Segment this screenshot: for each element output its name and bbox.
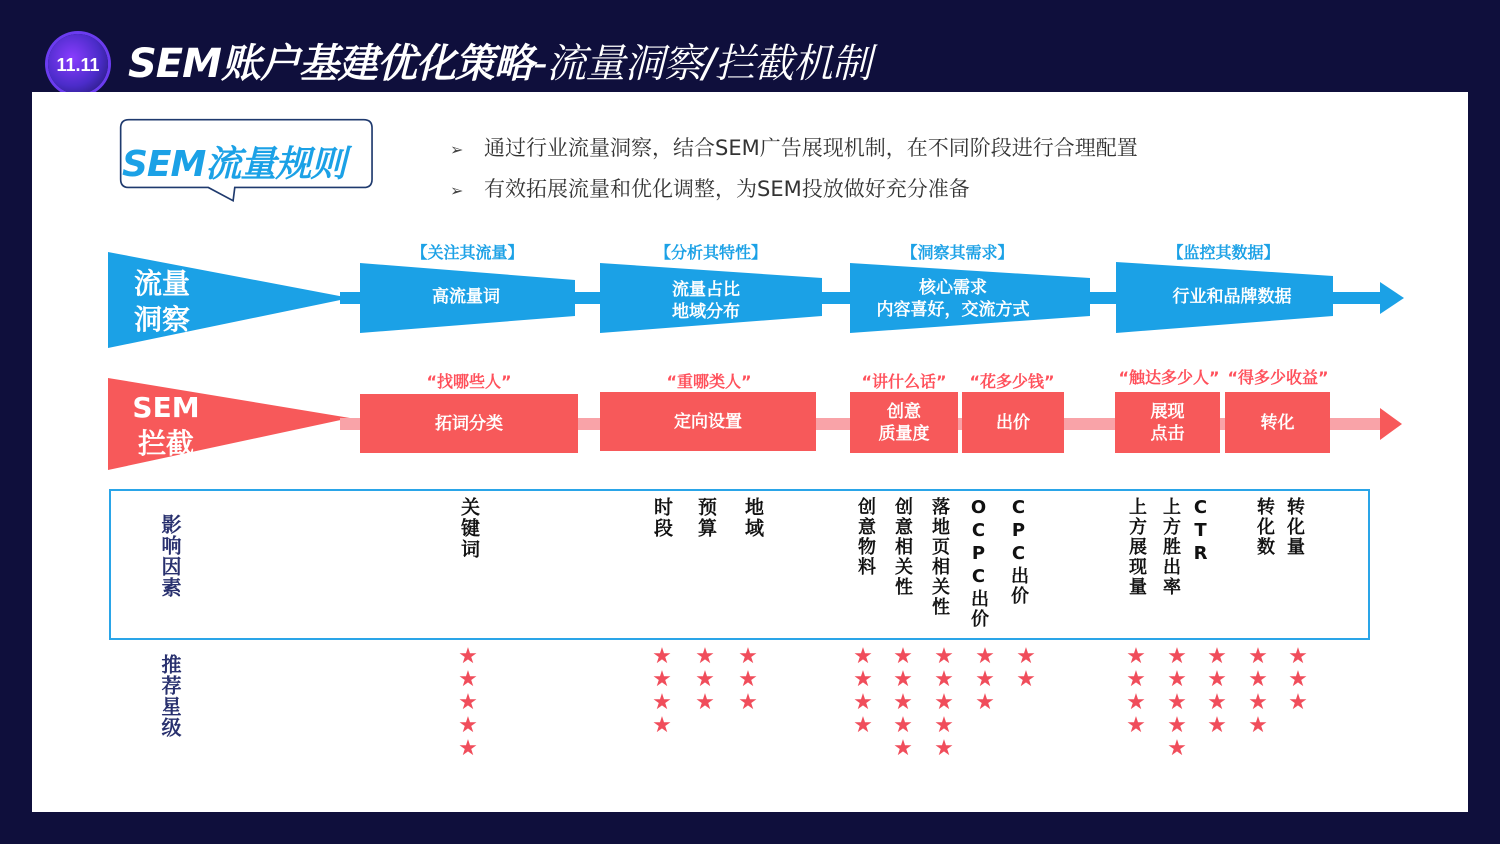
star-rating-8: ★ ★ ★ [975,644,995,715]
sem-question-2: “重哪类人” [666,372,752,391]
stage-header-4: 【监控其数据】 [1167,243,1280,262]
flow-arrow-head [1380,282,1404,314]
factor-time: 时段 [651,497,673,539]
star-rating-3: ★ ★ ★ [695,644,715,715]
sem-box-text-2: 定向设置 [674,411,742,432]
star-rating-12: ★ ★ ★ ★ [1207,644,1227,738]
stage-text-4: 行业和品牌数据 [1172,287,1292,307]
factor-cpc-bid: CPC出价 [1008,497,1029,606]
stage-text-1: 高流量词 [432,287,500,307]
star-rating-7: ★ ★ ★ ★ ★ [934,644,954,761]
factor-top-win-rate: 上方胜出率 [1160,497,1181,597]
factor-conversions: 转化数 [1254,497,1275,557]
factor-keyword: 关键词 [458,497,480,560]
star-rating-11: ★ ★ ★ ★ ★ [1167,644,1187,761]
factor-top-impressions: 上方展现量 [1126,497,1147,597]
sem-question-3: “讲什么话” [861,372,947,391]
star-rating-2: ★ ★ ★ ★ [652,644,672,738]
star-rating-13: ★ ★ ★ ★ [1248,644,1268,738]
bullet-item-2: ➢ 有效拓展流量和优化调整，为SEM投放做好充分准备 [450,177,970,201]
star-rating-14: ★ ★ ★ [1288,644,1308,715]
factor-budget: 预算 [695,497,717,539]
sem-question-4: “花多少钱” [969,372,1055,391]
title-sub: -流量洞察/拦截机制 [532,41,871,87]
star-rating-10: ★ ★ ★ ★ [1126,644,1146,738]
sem-box-text-6: 转化 [1260,412,1295,433]
sem-box-text-5: 展现 点击 [1150,401,1185,444]
bullet-item-1: ➢ 通过行业流量洞察，结合SEM广告展现机制，在不同阶段进行合理配置 [450,136,1138,160]
rating-label: 推荐星级 [158,654,182,738]
star-rating-6: ★ ★ ★ ★ ★ [893,644,913,761]
sem-box-text-3: 创意 质量度 [878,401,930,444]
factor-landing-relevance: 落地页相关性 [929,497,950,617]
factor-ctr: CTR [1190,497,1211,566]
sem-question-1: “找哪些人” [426,372,512,391]
factor-region: 地域 [742,497,764,539]
sem-question-6: “得多少收益” [1227,368,1329,387]
sem-box-text-1: 拓词分类 [435,413,503,434]
star-rating-9: ★ ★ [1016,644,1036,692]
stage-text-2: 流量占比 地域分布 [672,280,740,322]
sem-question-5: “触达多少人” [1118,368,1220,387]
factor-conversion-volume: 转化量 [1284,497,1305,557]
stage-header-1: 【关注其流量】 [411,243,524,262]
title-main: SEM账户基建优化策略 [128,41,533,87]
sem-box-text-4: 出价 [996,412,1030,433]
star-rating-5: ★ ★ ★ ★ [853,644,873,738]
logo-text: 11.11 [56,55,100,75]
star-rating-1: ★ ★ ★ ★ ★ [458,644,478,761]
sem-arrow-head [1380,408,1402,440]
bubble-label: SEM流量规则 [122,144,346,185]
stage-header-3: 【洞察其需求】 [901,243,1014,262]
bullet-arrow-icon: ➢ [450,140,464,159]
stage-text-3: 核心需求 内容喜好，交流方式 [876,278,1030,320]
sem-row-label: SEM 拦截 [132,391,200,460]
factor-ocpc-bid: OCPC出价 [968,497,989,629]
stage-header-2: 【分析其特性】 [654,243,767,262]
star-rating-4: ★ ★ ★ [738,644,758,715]
factors-label: 影响因素 [158,514,182,598]
factor-creative-relevance: 创意相关性 [892,497,913,597]
bullet-arrow-icon: ➢ [450,181,464,200]
flow-row-label: 流量 洞察 [133,267,190,336]
factor-creative-material: 创意物料 [855,497,876,577]
